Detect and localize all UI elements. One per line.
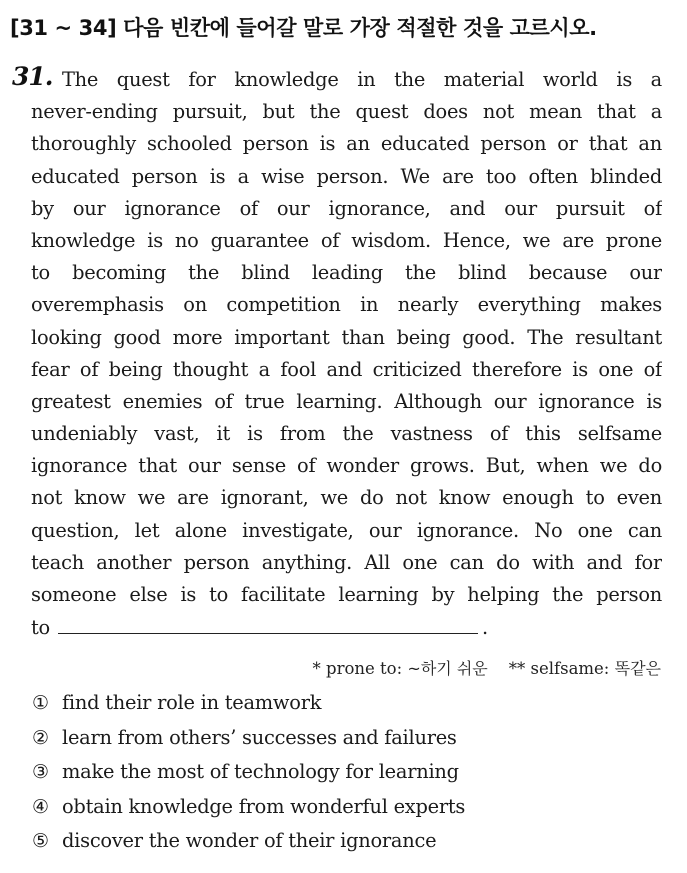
- option-text: obtain knowledge from wonderful experts: [62, 794, 466, 818]
- passage-last-line: [31, 611, 662, 643]
- answer-option-2[interactable]: [32, 721, 465, 756]
- passage-line: thoroughly schooled person is an educated person or that an: [31, 132, 662, 156]
- passage-line: knowledge is no guarantee of wisdom. Hence, we are prone: [31, 228, 662, 252]
- option-text: find their role in teamwork: [62, 691, 322, 714]
- answer-option-1[interactable]: [32, 686, 465, 721]
- option-text: make the most of technology for learning: [62, 760, 459, 783]
- option-marker: ③: [32, 761, 49, 783]
- footnote: [313, 656, 661, 679]
- passage-line: ignorance that our sense of wonder grows. But, when we do: [31, 454, 662, 478]
- answer-option-3[interactable]: [32, 755, 465, 790]
- option-marker: ①: [32, 692, 49, 714]
- answer-option-5[interactable]: [32, 824, 465, 859]
- question-number: 31.: [12, 62, 53, 91]
- passage-line: never-ending pursuit, but the quest does not mean that a: [31, 100, 662, 124]
- footnote-term-prone: * prone to:: [312, 659, 408, 678]
- passage-line: educated person is a wise person. We are too often blinded: [31, 164, 662, 188]
- answer-blank: [58, 611, 478, 634]
- last-line-suffix: .: [481, 616, 488, 640]
- footnote-term-selfsame: ** selfsame:: [508, 659, 615, 678]
- passage-line: overemphasis on competition in nearly everything makes: [31, 293, 662, 317]
- answer-option-4[interactable]: [32, 790, 465, 825]
- last-line-prefix: to: [31, 616, 50, 640]
- passage-line: fear of being thought a fool and criticized therefore is one of: [31, 357, 662, 381]
- passage-line: The quest for knowledge in the material world is a: [62, 68, 662, 91]
- passage-line: to becoming the blind leading the blind because our: [31, 261, 662, 285]
- passage-line: teach another person anything. All one can do with and for: [31, 550, 662, 574]
- option-marker: ②: [32, 726, 49, 749]
- option-text: learn from others’ successes and failures: [62, 725, 457, 749]
- passage-line: not know we are ignorant, we do not know enough to even: [31, 486, 662, 510]
- passage-line: someone else is to facilitate learning by helping the person: [31, 583, 662, 606]
- option-marker: ⑤: [32, 830, 49, 852]
- instruction-heading: [31 ~ 34] 다음 빈칸에 들어갈 말로 가장 적절한 것을 고르시오.: [10, 16, 597, 40]
- answer-options: [32, 686, 465, 859]
- footnote-meaning-selfsame: 똑같은: [614, 659, 661, 678]
- footnote-meaning-prone: ~하기 쉬운: [407, 659, 488, 678]
- passage-line: greatest enemies of true learning. Although our ignorance is: [31, 389, 662, 413]
- passage: [31, 64, 662, 643]
- passage-line: question, let alone investigate, our ignorance. No one can: [31, 518, 662, 542]
- option-text: discover the wonder of their ignorance: [62, 829, 437, 852]
- passage-line: undeniably vast, it is from the vastness of this selfsame: [31, 422, 662, 446]
- passage-line: looking good more important than being good. The resultant: [31, 325, 662, 349]
- passage-line: by our ignorance of our ignorance, and our pursuit of: [31, 196, 662, 220]
- option-marker: ④: [32, 795, 49, 818]
